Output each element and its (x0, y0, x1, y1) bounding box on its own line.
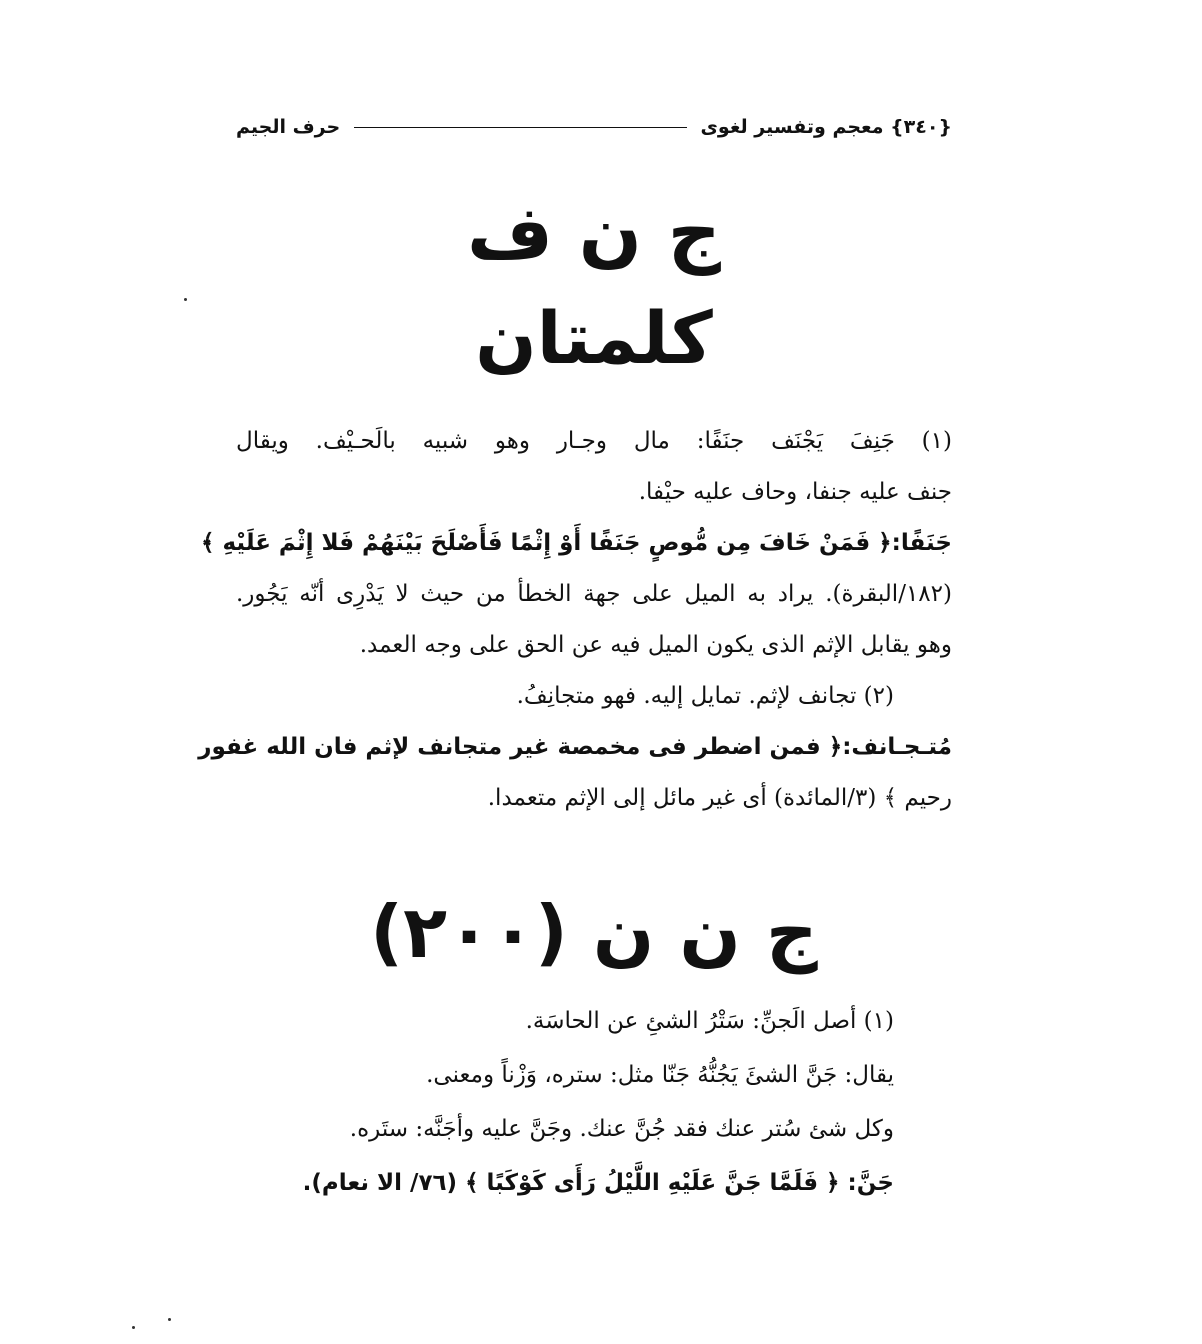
scan-speck (184, 298, 187, 301)
entry-line: (١) جَنِفَ يَجْنَف جنَفًا: مال وجـار وهو شبيه بالَحـيْف. ويقال (236, 428, 952, 454)
entry-root-title: ج ن ن (٢٠٠) (370, 890, 818, 974)
entry-line: يقال: جَنَّ الشئَ يَجُنُّهُ جَنّا مثل: ستره، وَزْناً ومعنى. (426, 1062, 894, 1088)
scan-speck (168, 1318, 171, 1321)
scan-speck (132, 1326, 135, 1329)
header-rule (354, 127, 686, 128)
quran-citation-line: مُتـجـانف:﴿ فمن اضطر فى مخمصة غير متجانف لإثم فان الله غفور (198, 734, 952, 760)
entry-line: (٢) تجانف لإثم. تمايل إليه. فهو متجانِفُ. (516, 683, 894, 709)
entry-body (198, 416, 952, 824)
entry-word-count: كلمتان (475, 296, 713, 380)
running-header (236, 110, 952, 144)
entry-line: رحيم ﴾ (٣/المائدة) أى غير مائل إلى الإثم متعمدا. (487, 785, 952, 811)
page-number-and-title: {٣٤٠} معجم وتفسير لغوى (700, 116, 952, 138)
entry-root-title: ج ن ف (467, 190, 721, 276)
entry-line: (١) أصل الَجنِّ: سَتْرُ الشئِ عن الحاسَة. (525, 1008, 894, 1034)
entry-line: جنف عليه جنفا، وحاف عليه حيْفا. (638, 479, 952, 505)
entry-line: وهو يقابل الإثم الذى يكون الميل فيه عن الحق على وجه العمد. (359, 632, 952, 658)
quran-citation-line: جَنَّ: ﴿ فَلَمَّا جَنَّ عَلَيْهِ اللَّيْلُ رَأَى كَوْكَبًا ﴾ (٧٦/ الا نعام). (302, 1170, 894, 1196)
entry-body (236, 994, 952, 1210)
entry-line: (١٨٢/البقرة). يراد به الميل على جهة الخطأ من حيث لا يَدْرِى أنّه يَجُور. (236, 581, 952, 607)
quran-citation-line: جَنَفًا:﴿ فَمَنْ خَافَ مِن مُّوصٍ جَنَفًا أَوْ إِثْمًا فَأَصْلَحَ بَيْنَهُمْ فَلا إِثْمَ عَلَيْهِ ﴾ (201, 530, 952, 556)
section-title: حرف الجيم (236, 116, 341, 138)
entry-line: وكل شئ سُتر عنك فقد جُنَّ عنك. وجَنَّ عليه وأجَنَّه: ستَره. (349, 1116, 894, 1142)
